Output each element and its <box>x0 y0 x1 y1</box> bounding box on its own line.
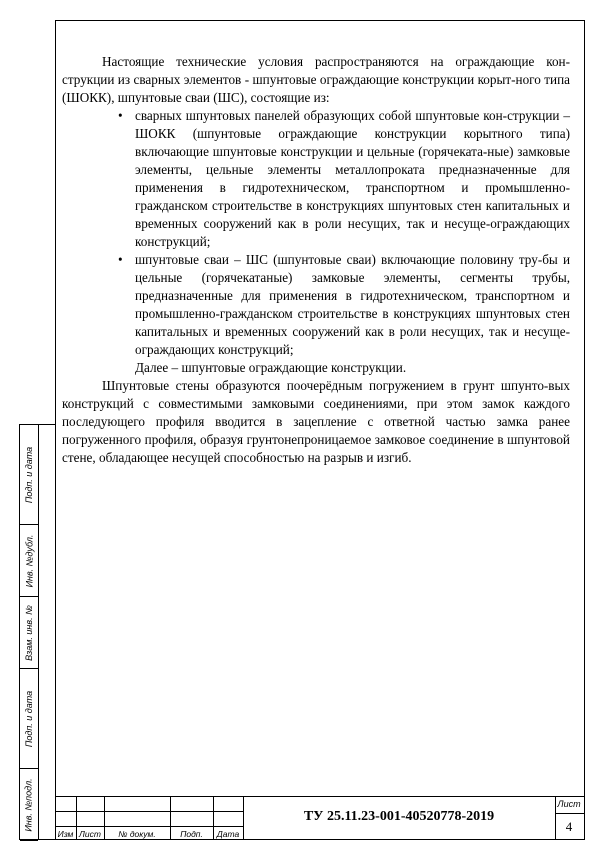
bullet-icon: • <box>118 252 123 267</box>
document-code: ТУ 25.11.23-001-40520778-2019 <box>303 809 495 824</box>
title-block-rule <box>55 826 243 827</box>
list-item: • шпунтовые сваи – ШС (шпунтовые сваи) включающие половину тру-бы и цельные (горячекатаные) замковые элементы, сегменты трубы, предназначенные для применения в гидротехническом, транспортном и промышленно-гражданском строительстве в конструкциях шпунтовых стен капитальных и временных сооружений как в роли несущих, так и несуще-ограждающих конструкций; <box>118 252 570 357</box>
col-label-signature: Подп. <box>180 829 203 839</box>
bullet-icon: • <box>118 108 123 123</box>
side-label: Подп. и дата <box>24 446 34 504</box>
continuation-line: Далее – шпунтовые ограждающие конструкции. <box>135 360 407 375</box>
intro-paragraph: Настоящие технические условия распространяются на ограждающие кон-струкции из сварных элементов - шпунтовые ограждающие конструкции корыт-ного типа (ШОКК), шпунтовые сваи (ШС), состоящие из: <box>62 54 570 105</box>
col-label-izm: Изм <box>57 829 74 839</box>
side-label: Инв. №дубл. <box>24 534 35 588</box>
title-block <box>55 796 585 840</box>
col-label-doc-number: № докум. <box>118 829 156 839</box>
list-item: • сварных шпунтовых панелей образующих собой шпунтовые кон-струкции – ШОКК (шпунтовые ограждающие конструкции корытного типа) включающие шпунтовые конструкции и цельные (горячеката-ные) замковые элементы, цельные элементы металлопроката предназначенные для применения в гидротехническом, транспортном и промышленно-гражданском строительстве в конструкциях шпунтовых стен капитальных и временных сооружений как в роли несущих, так и несуще-ограждающих конструкций; <box>118 108 570 249</box>
sheet-number: 4 <box>565 819 573 834</box>
title-block-rule <box>555 813 585 814</box>
side-label: Подп. и дата <box>24 690 34 748</box>
second-paragraph: Шпунтовые стены образуются поочерёдным погружением в грунт шпунто-вых конструкций с совместимыми замковыми соединениями, при этом замок каждого последующего профиля вводится в зацепление с ответной частью замка ранее погруженного профиля, образуя грунтонепроницаемое замковое соединение в шпунтовой стене, обладающее несущей способностью на разрыв и изгиб. <box>62 378 570 465</box>
side-margin-strip <box>19 424 56 840</box>
title-block-rule <box>55 811 243 812</box>
side-label: Взам. инв. № <box>24 605 35 661</box>
side-label: Инв. №подл. <box>24 778 35 832</box>
sheet-label: Лист <box>557 799 581 809</box>
bullet-list <box>62 107 570 359</box>
document-body <box>62 53 570 467</box>
col-label-list: Лист <box>79 829 101 839</box>
col-label-date: Дата <box>216 829 240 839</box>
